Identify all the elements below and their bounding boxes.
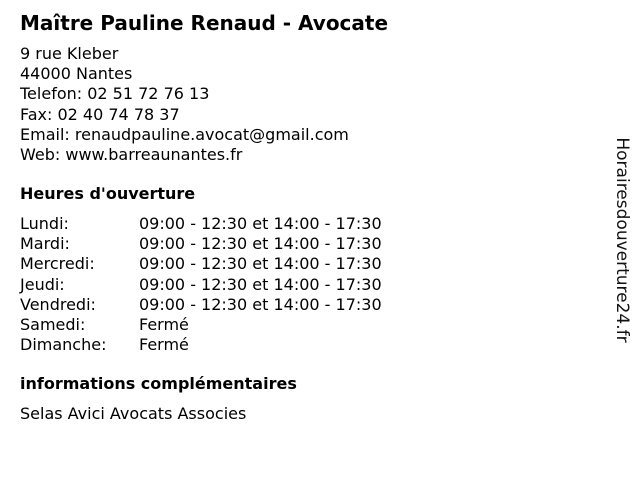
hours-time: 09:00 - 12:30 et 14:00 - 17:30 [139, 214, 382, 233]
hours-table [20, 214, 382, 355]
web-line: Web: www.barreaunantes.fr [20, 145, 243, 165]
contact-block [20, 44, 349, 165]
hours-row [20, 254, 382, 274]
hours-heading: Heures d'ouverture [20, 184, 196, 203]
hours-time: 09:00 - 12:30 et 14:00 - 17:30 [139, 234, 382, 254]
hours-time: Fermé [139, 335, 189, 355]
hours-row [20, 214, 382, 234]
hours-row [20, 315, 382, 335]
hours-day: Dimanche: [20, 335, 107, 355]
hours-row [20, 335, 382, 355]
business-name: Maître Pauline Renaud - Avocate [20, 11, 389, 35]
hours-day: Vendredi: [20, 294, 96, 314]
extra-info-heading: informations complémentaires [20, 374, 297, 393]
hours-row [20, 234, 382, 254]
hours-time: Fermé [139, 315, 189, 335]
hours-day: Lundi: [20, 214, 69, 233]
phone-line: Telefon: 02 51 72 76 13 [20, 84, 210, 104]
hours-time: 09:00 - 12:30 et 14:00 - 17:30 [139, 294, 382, 314]
hours-row [20, 275, 382, 295]
hours-time: 09:00 - 12:30 et 14:00 - 17:30 [139, 254, 382, 274]
extra-info-text: Selas Avici Avocats Associes [20, 404, 247, 423]
hours-row [20, 295, 382, 315]
fax-line: Fax: 02 40 74 78 37 [20, 104, 180, 124]
address-city: 44000 Nantes [20, 64, 133, 84]
address-street: 9 rue Kleber [20, 44, 119, 63]
email-line: Email: renaudpauline.avocat@gmail.com [20, 124, 349, 144]
side-brand-watermark: Horairesdouverture24.fr [612, 137, 632, 343]
hours-day: Samedi: [20, 315, 86, 335]
hours-day: Jeudi: [20, 274, 65, 294]
hours-day: Mardi: [20, 234, 70, 254]
hours-day: Mercredi: [20, 254, 95, 274]
hours-time: 09:00 - 12:30 et 14:00 - 17:30 [139, 274, 382, 294]
